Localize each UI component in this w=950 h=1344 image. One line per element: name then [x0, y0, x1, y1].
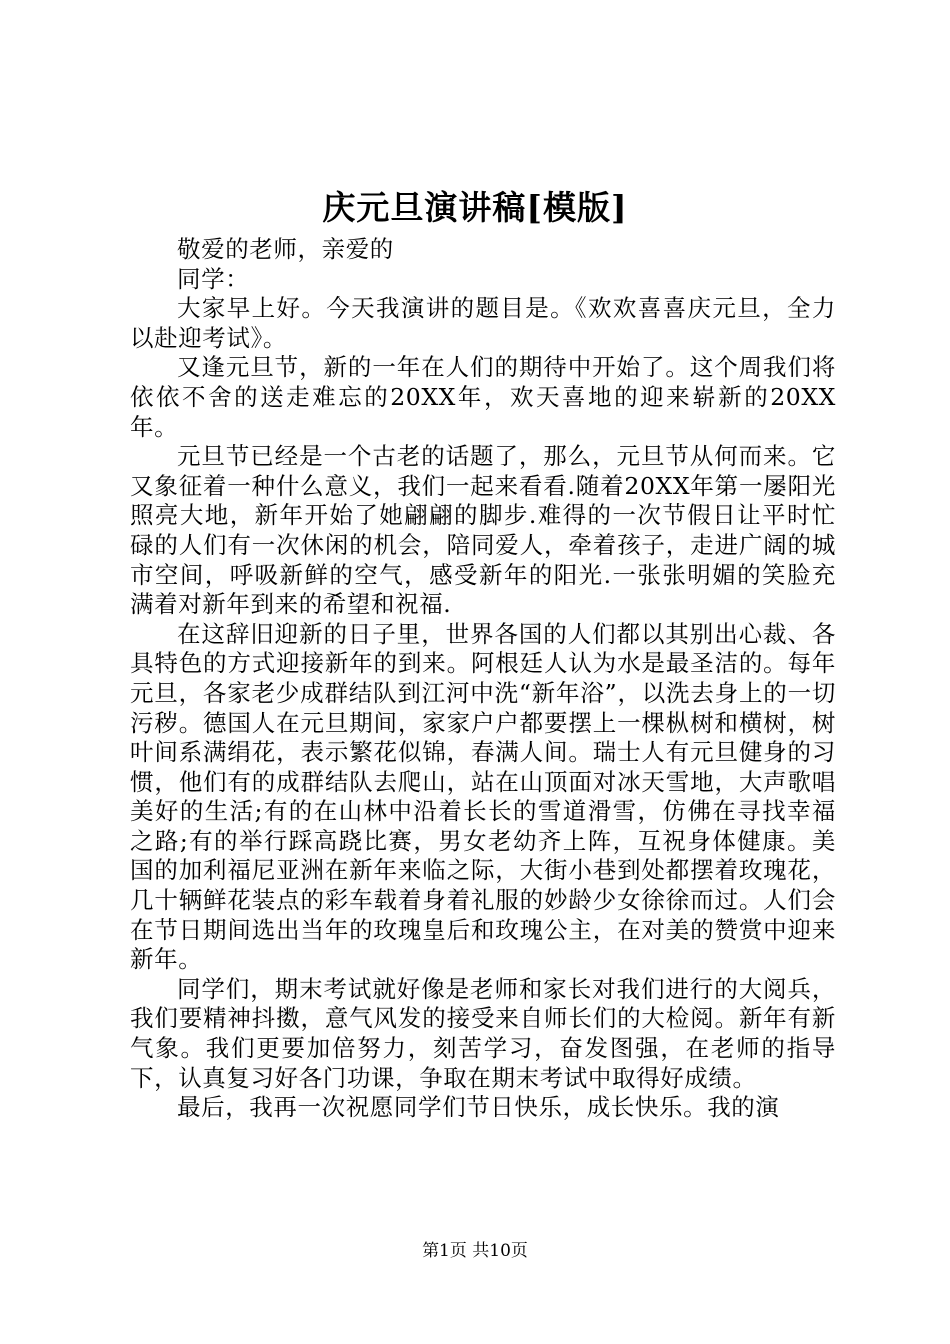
- page-number: 第1页 共10页: [422, 1241, 528, 1261]
- paragraph-exam: 同学们，期末考试就好像是老师和家长对我们进行的大阅兵，我们要精神抖擞，意气风发的接受来自师长们的大检阅。新年有新气象。我们更要加倍努力，刻苦学习，奋发图强，在老师的指导下，认真复习好各门功课，争取在期末考试中取得好成绩。: [130, 974, 836, 1092]
- page-title: 庆元旦演讲稿[模版]: [322, 188, 628, 227]
- paragraph-origin: 元旦节已经是一个古老的话题了，那么，元旦节从何而来。它又象征着一种什么意义，我们一起来看看.随着20XX年第一屡阳光照亮大地，新年开始了她翩翩的脚步.难得的一次节假日让平时忙碌的人们有一次休闲的机会，陪同爱人，牵着孩子，走进广阔的城市空间，呼吸新鲜的空气，感受新年的阳光.一张张明媚的笑脸充满着对新年到来的希望和祝福.: [130, 442, 836, 619]
- paragraph-new-year: 又逢元旦节，新的一年在人们的期待中开始了。这个周我们将依依不舍的送走难忘的20XX年，欢天喜地的迎来崭新的20XX年。: [130, 353, 836, 441]
- page-footer: [0, 1240, 950, 1262]
- paragraph-intro: 大家早上好。今天我演讲的题目是。《欢欢喜喜庆元旦，全力以赴迎考试》。: [130, 294, 836, 352]
- paragraph-world-customs: 在这辞旧迎新的日子里，世界各国的人们都以其别出心裁、各具特色的方式迎接新年的到来。阿根廷人认为水是最圣洁的。每年元旦，各家老少成群结队到江河中洗“新年浴”，以洗去身上的一切污秽。德国人在元旦期间，家家户户都要摆上一棵枞树和横树，树叶间系满绢花，表示繁花似锦，春满人间。瑞士人有元旦健身的习惯，他们有的成群结队去爬山，站在山顶面对冰天雪地，大声歌唱美好的生活;有的在山林中沿着长长的雪道滑雪，仿佛在寻找幸福之路;有的举行踩高跷比赛，男女老幼齐上阵，互祝身体健康。美国的加利福尼亚洲在新年来临之际，大街小巷到处都摆着玫瑰花，几十辆鲜花装点的彩车载着身着礼服的妙龄少女徐徐而过。人们会在节日期间选出当年的玫瑰皇后和玫瑰公主，在对美的赞赏中迎来新年。: [130, 619, 836, 974]
- salutation-line-1: 敬爱的老师，亲爱的: [177, 235, 394, 263]
- document-body: [130, 235, 836, 1123]
- paragraph-closing: 最后，我再一次祝愿同学们节日快乐，成长快乐。我的演: [177, 1093, 780, 1122]
- salutation-line-2: 同学：: [177, 264, 250, 293]
